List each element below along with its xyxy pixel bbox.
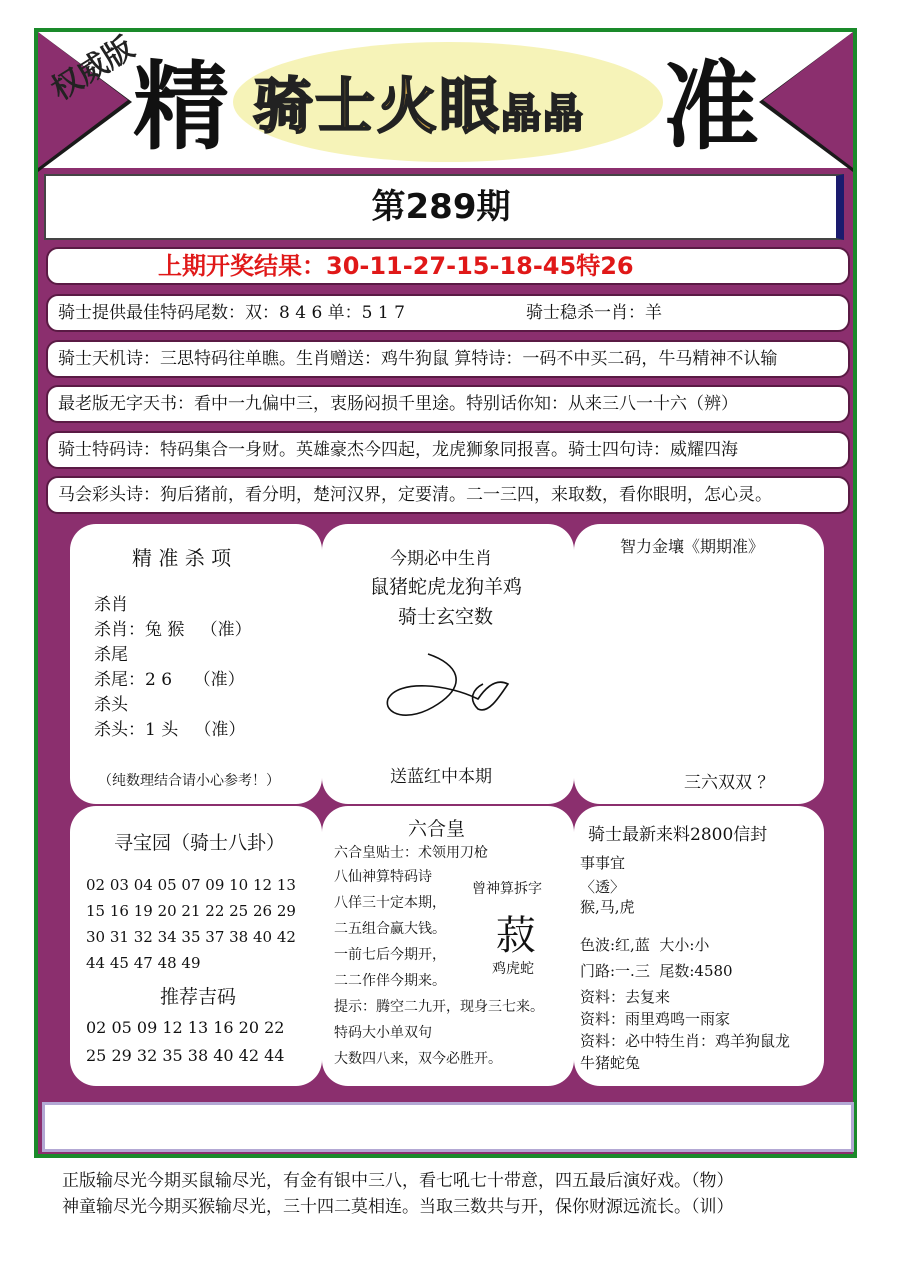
must-line-3: 骑士玄空数 [398,606,494,628]
kill-one-zodiac: 骑士稳杀一肖：羊 [526,303,662,323]
liuhe-line-4: 二五组合赢大钱。 [334,921,446,937]
latest-line-1: 事事宜 [580,854,626,872]
liuhe-line-8: 特码大小单双句 [334,1025,432,1041]
must-bottom: 送蓝红中本期 [390,767,492,787]
liuhe-line-5: 一前七后今期开， [334,947,446,963]
poem-1: 骑士天机诗：三思特码往单瞧。生肖赠送：鸡牛狗鼠 算特诗：一码不中买二码，牛马精神不认输 [58,349,778,369]
header-banner [38,32,853,168]
kill-line-2: 杀肖：兔 猴 （准） [94,620,252,640]
recommend-title: 推荐吉码 [160,986,237,1008]
treasure-row-3: 30 31 32 34 35 37 38 40 42 [86,928,296,946]
wisdom-bottom: 三六双双 ？ [684,773,775,793]
recommend-row-1: 02 05 09 12 13 16 20 22 [86,1018,285,1037]
brand-title [253,72,585,149]
last-result-row [46,247,850,285]
latest-title: 骑士最新来料2800信封 [588,825,768,845]
liuhe-line-2: 八仙神算特码诗 [334,869,432,885]
treasure-row-1: 02 03 04 05 07 09 10 12 13 [86,876,296,894]
title-right-char: 准 [663,51,759,163]
recommend-row-2: 25 29 32 35 38 40 42 44 [86,1046,285,1065]
kill-line-4: 杀尾：2 6 （准） [94,670,245,690]
latest-line-7: 资料：去复来 [580,988,671,1006]
footer-line-1: 正版输尽光今期买鼠输尽光，有金有银中三八，看七吼七十带意，四五最后演好戏。（物） [62,1171,734,1191]
kill-line-1: 杀肖 [94,595,128,615]
liuhe-line-7: 提示：腾空二九开，现身三七来。 [334,999,544,1015]
must-line-2: 鼠猪蛇虎龙狗羊鸡 [370,576,523,598]
liuhe-line-9: 大数四八来，双今必胜开。 [334,1051,502,1067]
liuhe-line-6: 二二作伴今期来。 [334,973,446,989]
treasure-row-2: 15 16 19 20 21 22 25 26 29 [86,902,296,920]
brand-name: 骑士火眼 [253,72,501,142]
title-left-char: 精 [133,51,229,163]
latest-line-5: 色波:红,蓝 大小:小 [580,936,710,954]
latest-line-8: 资料：雨里鸡鸣一雨家 [580,1010,731,1028]
treasure-card [70,806,322,1086]
last-result: 上期开奖结果：30-11-27-15-18-45特26 [158,252,634,280]
poem-row-2 [46,385,850,423]
latest-line-2: 〈透〉 [580,878,626,896]
must-line-1: 今期必中生肖 [390,549,492,569]
split-answer: 鸡虎蛇 [492,961,534,977]
liuhe-card [322,806,574,1086]
poem-row-3 [46,431,850,469]
poem-4: 马会彩头诗：狗后猪前，看分明，楚河汉界，定要清。二一三四，来取数，看你眼明，怎心灵。 [58,485,772,505]
footer-box [42,1102,854,1152]
liuhe-title: 六合皇 [408,818,466,840]
latest-line-10: 牛猪蛇兔 [580,1054,641,1072]
wisdom-title: 智力金壤《期期准》 [620,537,765,556]
kill-card [70,524,322,804]
treasure-row-4: 44 45 47 48 49 [86,954,201,972]
authority-tag: 权威版 [45,30,141,108]
poem-3: 骑士特码诗：特码集合一身财。英雄豪杰今四起，龙虎狮象同报喜。骑士四句诗：威耀四海 [58,440,738,460]
poem-2: 最老版无字天书：看中一九偏中三，衷肠闷损千里途。特别话你知：从来三八一十六（辨） [58,394,738,414]
kill-line-5: 杀头 [94,695,128,715]
treasure-title: 寻宝园（骑士八卦） [114,832,286,854]
poem-row-4 [46,476,850,514]
split-title: 曾神算拆字 [472,881,542,897]
tail-numbers: 骑士提供最佳特码尾数：双：8 4 6 单：5 1 7 [58,303,405,323]
kill-title: 精 准 杀 项 [132,546,232,570]
tail-row [46,294,850,332]
right-triangle [763,32,853,168]
latest-line-9: 资料：必中特生肖：鸡羊狗鼠龙 [580,1032,791,1050]
issue-number: 第289期 [44,174,844,240]
latest-card [574,806,824,1086]
must-card [322,524,574,804]
latest-line-3: 猴,马,虎 [580,898,635,916]
kill-note: （纯数理结合请小心参考！） [98,773,280,789]
liuhe-line-1: 六合皇贴士：术领用刀枪 [334,845,488,861]
kill-line-6: 杀头：1 头 （准） [94,720,246,740]
footer-line-2: 神童输尽光今期买猴输尽光，三十四二莫相连。当取三数共与开，保你财源远流长。（训） [62,1197,734,1217]
brand-small: 晶晶 [501,91,585,137]
poem-row-1 [46,340,850,378]
wisdom-card [574,524,824,804]
signature-scribble [378,644,528,734]
latest-line-6: 门路:一.三 尾数:4580 [580,962,733,980]
kill-line-3: 杀尾 [94,645,128,665]
split-char: 菽 [496,913,536,959]
liuhe-line-3: 八佯三十定本期， [334,895,446,911]
